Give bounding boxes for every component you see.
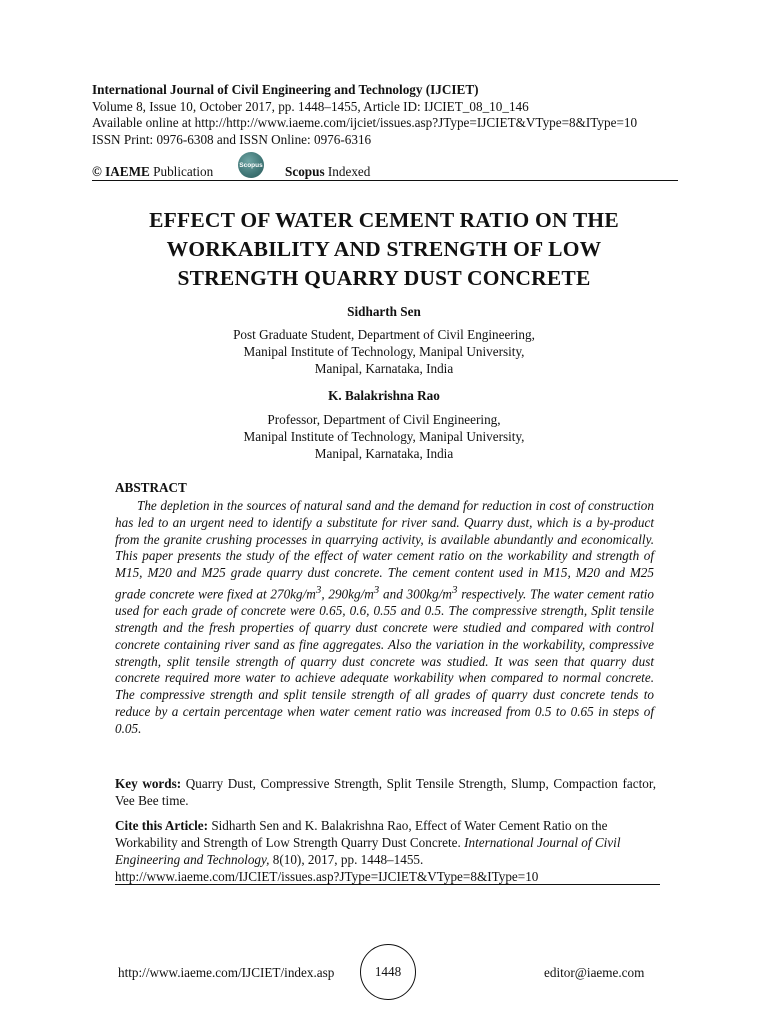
keywords-text: Quarry Dust, Compressive Strength, Split Tensile Strength, Slump, Compaction factor, Vee Bee time. [115, 776, 656, 808]
cite-text: Sidharth Sen and K. Balakrishna Rao, Effect of Water Cement Ratio on the Workability and Strength of Low Strength Quarry Dust Concrete. [115, 818, 608, 850]
author-affiliation-line: Manipal Institute of Technology, Manipal University, [243, 344, 525, 359]
author-block-2 [84, 387, 684, 462]
journal-title: International Journal of Civil Engineering and Technology (IJCIET) [92, 82, 479, 97]
cite-text: 8(10), 2017, pp. 1448–1455. [269, 852, 424, 867]
abstract-superscript: 3 [451, 583, 458, 596]
title-line-2: WORKABILITY AND STRENGTH OF LOW [166, 237, 602, 261]
publisher-suffix: Publication [153, 164, 214, 179]
copyright-symbol: © [92, 164, 102, 179]
scopus-logo-icon [238, 152, 264, 178]
scopus-label: Scopus [285, 164, 325, 179]
author-affiliation-line: Manipal Institute of Technology, Manipal University, [243, 429, 525, 444]
cite-this-article [115, 817, 658, 885]
cite-url[interactable]: http://www.iaeme.com/IJCIET/issues.asp?JType=IJCIET&VType=8&IType=10 [115, 869, 539, 884]
footer-email[interactable]: editor@iaeme.com [544, 965, 645, 980]
paper-title [84, 206, 684, 293]
author-name: K. Balakrishna Rao [328, 388, 440, 403]
abstract-part: The depletion in the sources of natural sand and the demand for reduction in cost of construction has led to an urgent need to identify a substitute for river sand. Quarry dust, which is a by-product from the granite crushing processes in quarrying activity, is available abundantly and economically. This paper presents the study of the effect of water cement ratio on the workability and strength of M15, M20 and M25 grade quarry dust concrete. The cement content used in M15, M20 and M25 grade concrete were fixed at 270kg/m [115, 498, 654, 602]
scopus-suffix: Indexed [327, 164, 371, 179]
header-divider [92, 180, 678, 181]
abstract-superscript: 3 [315, 583, 322, 596]
cite-divider [115, 884, 660, 885]
scopus-logo-text: Scopus [239, 161, 263, 169]
author-affiliation-line: Post Graduate Student, Department of Civil Engineering, [233, 327, 535, 342]
publisher-credit [92, 164, 213, 180]
abstract-part: and 300kg/m [379, 586, 452, 602]
publication-row [92, 152, 678, 180]
abstract-part: respectively. The water cement ratio used for each grade of concrete were 0.65, 0.6, 0.55 and 0.5. The compressive strength, Split tensile strength and the fresh properties of quarry dust concrete were studied and compared with control concrete containing river sand as fine aggregates. Also the variation in the workability, compressive strength, split tensile strength of quarry dust concrete was studied. It was seen that quarry dust concrete required more water to achieve adequate workability when compared to normal concrete. The compressive strength and split tensile strength of all grades of quarry dust concrete tends to reduce by a certain percentage when water cement ratio was increased from 0.5 to 0.65 in steps of 0.05. [115, 586, 654, 736]
title-line-1: EFFECT OF WATER CEMENT RATIO ON THE [149, 208, 619, 232]
abstract-part: , 290kg/m [321, 586, 374, 602]
volume-line: Volume 8, Issue 10, October 2017, pp. 1448–1455, Article ID: IJCIET_08_10_146 [92, 98, 529, 114]
abstract-text [115, 498, 654, 738]
abstract-heading: ABSTRACT [115, 480, 187, 495]
scopus-indexed [285, 164, 370, 180]
author-name: Sidharth Sen [347, 304, 421, 319]
page-number-circle [360, 944, 416, 1000]
issn-line: ISSN Print: 0976-6308 and ISSN Online: 0976-6316 [92, 131, 372, 147]
author-block-1 [84, 303, 684, 377]
cite-journal: International Journal of Civil Engineering and Technology, [115, 835, 621, 867]
footer-url[interactable]: http://www.iaeme.com/IJCIET/index.asp [118, 965, 335, 980]
publisher-name: IAEME [105, 164, 150, 179]
cite-label: Cite this Article: [115, 818, 209, 833]
available-online-line: Available online at http://http://www.iaeme.com/ijciet/issues.asp?JType=IJCIET&VType=8&IType=10 [92, 115, 638, 130]
page-footer [0, 944, 768, 1000]
keywords [115, 775, 656, 809]
journal-header [92, 82, 682, 148]
author-affiliation-line: Professor, Department of Civil Engineering, [267, 412, 501, 427]
author-affiliation-line: Manipal, Karnataka, India [314, 446, 454, 461]
title-line-3: STRENGTH QUARRY DUST CONCRETE [177, 266, 591, 290]
keywords-label: Key words: [115, 776, 182, 791]
author-affiliation-line: Manipal, Karnataka, India [314, 361, 454, 376]
page-number: 1448 [374, 964, 402, 979]
abstract-superscript: 3 [373, 583, 380, 596]
